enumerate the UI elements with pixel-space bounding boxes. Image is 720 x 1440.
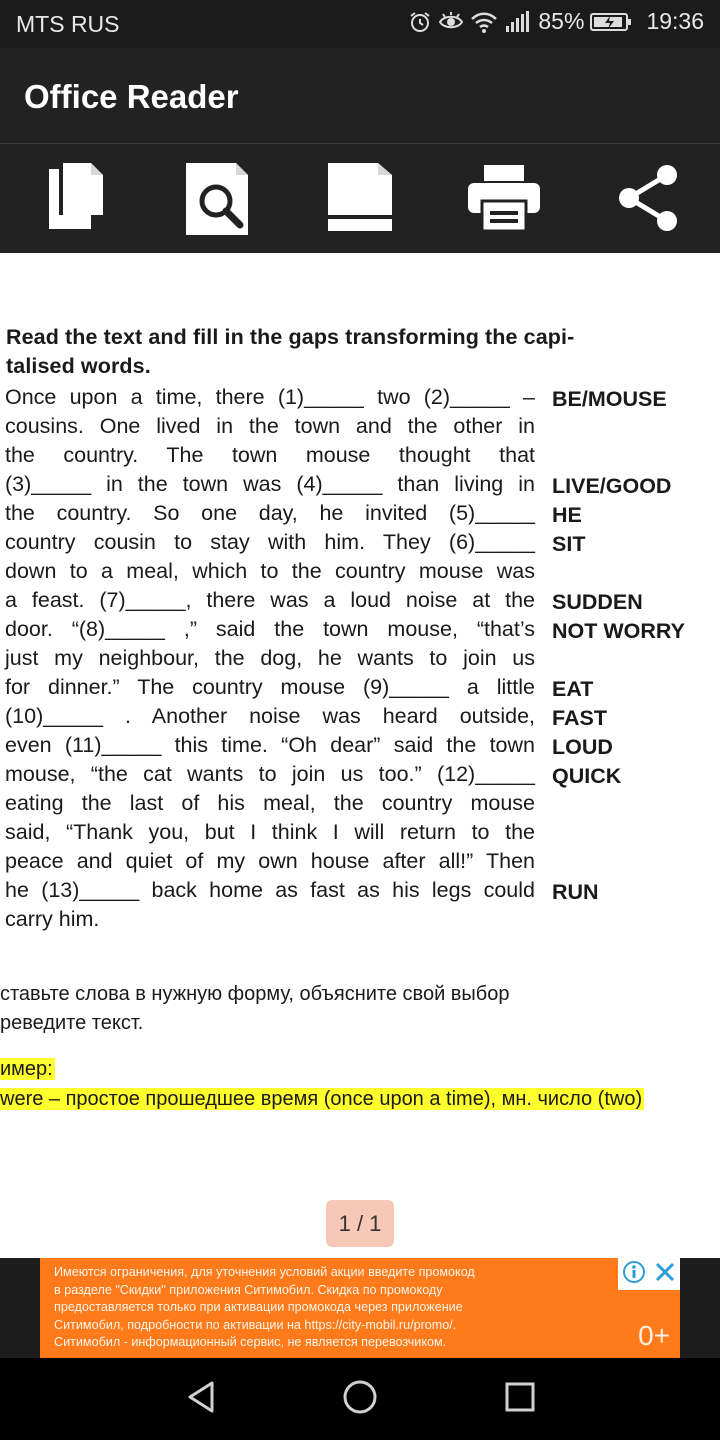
page-indicator: 1 / 1: [326, 1200, 394, 1247]
exercise-line: peace and quiet of my own house after all!” Then: [5, 849, 535, 873]
ad-line: Имеются ограничения, для уточнения условий акции введите промокод: [54, 1265, 475, 1279]
copy-icon: [37, 161, 107, 240]
instruction-line: реведите текст.: [0, 1012, 144, 1034]
word-hint: BE/MOUSE: [552, 387, 667, 411]
exercise-line: he (13)_____ back home as fast as his legs could: [5, 878, 535, 902]
share-button[interactable]: [610, 162, 686, 238]
example-label-text: имер:: [0, 1058, 53, 1080]
share-icon: [615, 163, 681, 238]
page-view-button[interactable]: [322, 162, 398, 238]
heading-line: Read the text and fill in the gaps transforming the capi-: [6, 325, 575, 349]
exercise-line: (10)_____ . Another noise was heard outside,: [5, 704, 535, 728]
word-hint: SIT: [552, 532, 586, 556]
exercise-line: even (11)_____ this time. “Oh dear” said the town: [5, 733, 535, 757]
heading-line: talised words.: [6, 354, 151, 378]
home-button[interactable]: [339, 1378, 381, 1420]
word-hint: SUDDEN: [552, 590, 643, 614]
word-hint: QUICK: [552, 764, 622, 788]
app-bar: [0, 48, 720, 144]
exercise-line: Once upon a time, there (1)_____ two (2)_____ –: [5, 385, 535, 409]
exercise-line: cousins. One lived in the town and the other in: [5, 414, 535, 438]
battery-percent: 85%: [538, 8, 585, 34]
word-hint: FAST: [552, 706, 607, 730]
home-circle-icon: [342, 1379, 378, 1420]
example-text: were – простое прошедшее время (once upon a time), мн. число (two): [0, 1088, 643, 1110]
battery-charging-icon: [590, 10, 632, 34]
eye-comfort-icon: [438, 10, 464, 34]
exercise-line: (3)_____ in the town was (4)_____ than living in: [5, 472, 535, 496]
word-hint: EAT: [552, 677, 594, 701]
ad-line: в разделе "Скидки" приложения Ситимобил. Скидка по промокоду: [54, 1282, 443, 1297]
word-hint: RUN: [552, 880, 599, 904]
wifi-icon: [470, 10, 498, 34]
copy-button[interactable]: [34, 162, 110, 238]
ad-line: Ситимобил, подробности по активации на https://city-mobil.ru/promo/.: [54, 1317, 457, 1332]
ad-controls: [618, 1258, 680, 1290]
exercise-heading: [6, 323, 706, 381]
page-view-icon: [324, 161, 396, 240]
document-search-icon: [180, 161, 252, 240]
instruction-line: ставьте слова в нужную форму, объясните свой выбор: [0, 983, 510, 1005]
ad-text: [54, 1264, 614, 1352]
recents-button[interactable]: [499, 1378, 541, 1420]
exercise-line: just my neighbour, the dog, he wants to join us: [5, 646, 535, 670]
print-button[interactable]: [466, 162, 542, 238]
toolbar: [0, 144, 720, 253]
signal-icon: [504, 10, 530, 34]
example-line: [0, 1084, 644, 1114]
exercise-line: said, “Thank you, but I think I will return to the: [5, 820, 535, 844]
ad-close-icon[interactable]: [654, 1261, 676, 1288]
back-triangle-icon: [186, 1380, 216, 1419]
exercise-line: country cousin to stay with him. They (6)_____: [5, 530, 535, 554]
document-viewer[interactable]: [0, 253, 720, 1258]
ad-age-rating: 0+: [638, 1320, 670, 1351]
exercise-line: eating the last of his meal, the country mouse: [5, 791, 535, 815]
search-document-button[interactable]: [178, 162, 254, 238]
status-icons: [408, 8, 704, 35]
exercise-line: down to a meal, which to the country mouse was: [5, 559, 535, 583]
ad-line: Ситимобил - информационный сервис, не является перевозчиком.: [54, 1335, 447, 1349]
ad-info-icon[interactable]: [622, 1260, 646, 1289]
back-button[interactable]: [180, 1378, 222, 1420]
word-hint: LOUD: [552, 735, 613, 759]
exercise-line: for dinner.” The country mouse (9)_____ a little: [5, 675, 535, 699]
navigation-bar: [0, 1358, 720, 1440]
example-label: [0, 1054, 55, 1084]
exercise-line: the country. So one day, he invited (5)_____: [5, 501, 535, 525]
ad-line: предоставляется только при активации промокода через приложение: [54, 1300, 463, 1314]
word-hint: LIVE/GOOD: [552, 474, 672, 498]
clock: 19:36: [646, 8, 704, 34]
word-hint: NOT WORRY: [552, 619, 685, 643]
exercise-line: carry him.: [5, 907, 100, 931]
exercise-line: the country. The town mouse thought that: [5, 443, 535, 467]
scanned-exercise: [0, 313, 720, 953]
exercise-line: mouse, “the cat wants to join us too.” (12)_____: [5, 762, 535, 786]
app-title: Office Reader: [24, 78, 239, 115]
exercise-line: a feast. (7)_____, there was a loud noise at the: [5, 588, 535, 612]
status-bar: [0, 0, 720, 48]
print-icon: [466, 163, 542, 238]
carrier-name: MTS RUS: [16, 11, 120, 37]
ad-banner[interactable]: [40, 1258, 680, 1358]
alarm-icon: [408, 10, 432, 34]
recents-square-icon: [504, 1381, 536, 1418]
ad-strip: [0, 1258, 720, 1358]
exercise-line: door. “(8)_____ ,” said the town mouse, “that’s: [5, 617, 535, 641]
word-hint: HE: [552, 503, 582, 527]
